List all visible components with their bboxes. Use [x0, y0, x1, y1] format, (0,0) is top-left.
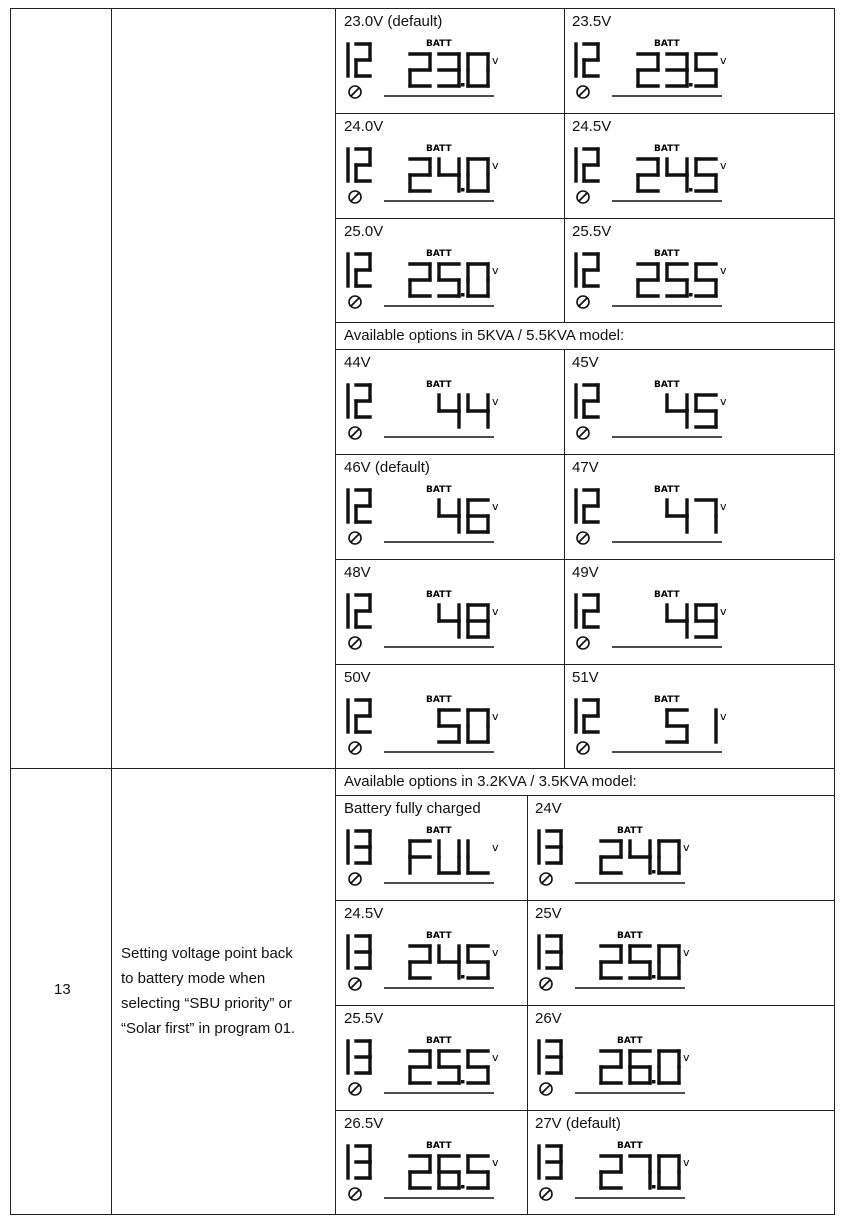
volt-unit: v	[683, 1051, 690, 1064]
lcd-digit	[439, 395, 459, 427]
lcd-display	[340, 143, 515, 205]
decimal-point	[689, 83, 693, 87]
batt-label: BATT	[426, 380, 452, 390]
wrench-icon	[349, 637, 361, 649]
lcd-svg	[340, 484, 525, 550]
lcd-digit	[696, 395, 716, 427]
lcd-display	[340, 1140, 515, 1202]
program-digit	[547, 831, 561, 863]
lcd-digit	[696, 605, 716, 637]
lcd-digit	[439, 54, 459, 86]
description-line: selecting “SBU priority” or	[121, 995, 292, 1012]
volt-unit: v	[492, 54, 499, 67]
lcd-digit	[468, 395, 488, 427]
lcd-svg	[568, 248, 753, 314]
option-caption: 44V	[344, 354, 371, 371]
batt-label: BATT	[426, 39, 452, 49]
decimal-point	[461, 293, 465, 297]
lcd-svg	[340, 143, 525, 209]
program-digit	[356, 490, 370, 522]
lcd-digit	[696, 54, 716, 86]
lcd-svg	[340, 1140, 525, 1206]
volt-unit: v	[492, 1051, 499, 1064]
lcd-svg	[568, 38, 753, 104]
batt-label: BATT	[426, 249, 452, 259]
lcd-svg	[531, 930, 716, 996]
volt-unit: v	[720, 605, 727, 618]
volt-unit: v	[492, 605, 499, 618]
batt-label: BATT	[426, 826, 452, 836]
lcd-digit	[667, 500, 687, 532]
lcd-digit	[468, 605, 488, 637]
lcd-display	[340, 825, 515, 887]
lcd-digit	[410, 1156, 430, 1188]
lcd-display	[568, 248, 743, 310]
option-caption: 23.0V (default)	[344, 13, 443, 30]
wrench-icon	[349, 427, 361, 439]
program-digit	[356, 700, 370, 732]
program-digit	[356, 831, 370, 863]
option-caption: 47V	[572, 459, 599, 476]
lcd-svg	[531, 1035, 716, 1101]
batt-label: BATT	[426, 695, 452, 705]
lcd-digit	[468, 264, 488, 296]
decimal-point	[652, 1185, 656, 1189]
lcd-digit	[601, 1051, 621, 1083]
decimal-point	[689, 188, 693, 192]
program-digit	[584, 595, 598, 627]
options-header-5kva: Available options in 5KVA / 5.5KVA model:	[344, 327, 625, 344]
volt-unit: v	[720, 159, 727, 172]
lcd-digit	[468, 710, 488, 742]
option-cell	[564, 113, 835, 218]
volt-unit: v	[492, 395, 499, 408]
volt-unit: v	[492, 710, 499, 723]
decimal-point	[461, 1185, 465, 1189]
option-cell	[336, 559, 564, 664]
decimal-point	[652, 975, 656, 979]
program-digit	[356, 1146, 370, 1178]
program-digit	[584, 149, 598, 181]
option-caption: 24.0V	[344, 118, 384, 135]
option-cell	[564, 8, 835, 113]
batt-label: BATT	[617, 1036, 643, 1046]
option-caption: 48V	[344, 564, 371, 581]
wrench-icon	[540, 1083, 552, 1095]
lcd-digit	[667, 54, 687, 86]
lcd-digit	[468, 159, 488, 191]
description-line: Setting voltage point back	[121, 945, 293, 962]
option-caption: 26.5V	[344, 1115, 384, 1132]
wrench-icon	[540, 1188, 552, 1200]
lcd-digit	[468, 1156, 488, 1188]
lcd-display	[340, 930, 515, 992]
option-cell	[336, 664, 564, 768]
lcd-svg	[340, 930, 525, 996]
wrench-icon	[349, 86, 361, 98]
option-cell	[564, 664, 835, 768]
program-digit	[356, 149, 370, 181]
option-cell	[336, 1110, 527, 1215]
lcd-digit	[468, 946, 488, 978]
batt-label: BATT	[654, 39, 680, 49]
volt-unit: v	[683, 1156, 690, 1169]
option-caption: 50V	[344, 669, 371, 686]
description-line: to battery mode when	[121, 970, 266, 987]
wrench-icon	[349, 742, 361, 754]
lcd-digit	[667, 710, 687, 742]
lcd-digit	[410, 264, 430, 296]
option-caption: 26V	[535, 1010, 562, 1027]
lcd-digit	[439, 710, 459, 742]
volt-unit: v	[720, 54, 727, 67]
lcd-digit	[439, 946, 459, 978]
volt-unit: v	[683, 841, 690, 854]
option-cell	[336, 1005, 527, 1110]
program-digit	[547, 1146, 561, 1178]
lcd-display	[340, 38, 515, 100]
lcd-digit	[667, 395, 687, 427]
lcd-svg	[531, 1140, 716, 1206]
lcd-digit	[659, 1156, 679, 1188]
volt-unit: v	[492, 946, 499, 959]
volt-unit: v	[720, 710, 727, 723]
batt-label: BATT	[426, 144, 452, 154]
lcd-digit	[468, 841, 488, 873]
lcd-svg	[340, 38, 525, 104]
volt-unit: v	[492, 1156, 499, 1169]
wrench-icon	[577, 296, 589, 308]
option-caption: 46V (default)	[344, 459, 430, 476]
lcd-digit	[667, 159, 687, 191]
lcd-digit	[468, 1051, 488, 1083]
lcd-digit	[638, 264, 658, 296]
row-13-number-cell	[10, 768, 112, 1215]
option-caption: 25.5V	[572, 223, 612, 240]
lcd-display	[568, 38, 743, 100]
wrench-icon	[349, 1083, 361, 1095]
lcd-digit	[696, 264, 716, 296]
lcd-digit	[659, 946, 679, 978]
batt-label: BATT	[426, 1036, 452, 1046]
lcd-digit	[410, 1051, 430, 1083]
option-caption: 25V	[535, 905, 562, 922]
lcd-digit	[601, 1156, 621, 1188]
lcd-digit	[601, 946, 621, 978]
batt-label: BATT	[654, 249, 680, 259]
decimal-point	[652, 870, 656, 874]
batt-label: BATT	[654, 485, 680, 495]
program-digit	[584, 254, 598, 286]
lcd-digit	[439, 605, 459, 637]
batt-label: BATT	[426, 485, 452, 495]
volt-unit: v	[720, 395, 727, 408]
option-caption: 27V (default)	[535, 1115, 621, 1132]
lcd-svg	[340, 589, 525, 655]
lcd-display	[568, 589, 743, 651]
lcd-display	[568, 143, 743, 205]
program-digit	[547, 936, 561, 968]
wrench-icon	[349, 296, 361, 308]
lcd-svg	[340, 379, 525, 445]
program-digit	[584, 700, 598, 732]
lcd-digit	[439, 159, 459, 191]
lcd-svg	[340, 825, 525, 891]
program-digit	[356, 385, 370, 417]
decimal-point	[461, 975, 465, 979]
row-number: 13	[54, 981, 71, 998]
volt-unit: v	[720, 264, 727, 277]
option-cell	[336, 900, 527, 1005]
wrench-icon	[577, 532, 589, 544]
row13-options-header	[336, 768, 835, 795]
batt-label: BATT	[426, 931, 452, 941]
option-caption: 51V	[572, 669, 599, 686]
wrench-icon	[577, 637, 589, 649]
wrench-icon	[577, 427, 589, 439]
lcd-digit	[630, 841, 650, 873]
lcd-digit	[439, 264, 459, 296]
program-digit	[356, 254, 370, 286]
batt-label: BATT	[654, 590, 680, 600]
lcd-digit	[410, 54, 430, 86]
lcd-display	[340, 1035, 515, 1097]
program-digit	[356, 1041, 370, 1073]
program-digit	[356, 595, 370, 627]
lcd-display	[340, 379, 515, 441]
lcd-digit	[630, 1051, 650, 1083]
lcd-digit	[439, 1051, 459, 1083]
decimal-point	[461, 1080, 465, 1084]
option-cell	[527, 795, 835, 900]
wrench-icon	[349, 1188, 361, 1200]
lcd-display	[568, 379, 743, 441]
lcd-svg	[568, 379, 753, 445]
decimal-point	[461, 83, 465, 87]
program-digit	[584, 385, 598, 417]
volt-unit: v	[492, 264, 499, 277]
option-cell	[336, 349, 564, 454]
option-caption: 25.5V	[344, 1010, 384, 1027]
wrench-icon	[540, 873, 552, 885]
lcd-digit	[696, 159, 716, 191]
volt-unit: v	[720, 500, 727, 513]
lcd-digit	[659, 841, 679, 873]
option-caption: 24V	[535, 800, 562, 817]
lcd-digit	[468, 500, 488, 532]
batt-label: BATT	[617, 931, 643, 941]
batt-label: BATT	[617, 826, 643, 836]
wrench-icon	[349, 978, 361, 990]
volt-unit: v	[492, 841, 499, 854]
lcd-svg	[340, 694, 525, 760]
decimal-point	[689, 293, 693, 297]
decimal-point	[652, 1080, 656, 1084]
option-cell	[336, 795, 527, 900]
description-line: “Solar first” in program 01.	[121, 1020, 296, 1037]
wrench-icon	[577, 191, 589, 203]
wrench-icon	[349, 532, 361, 544]
option-caption: Battery fully charged	[344, 800, 481, 817]
option-cell	[564, 349, 835, 454]
wrench-icon	[349, 191, 361, 203]
batt-label: BATT	[654, 144, 680, 154]
lcd-display	[340, 694, 515, 756]
lcd-svg	[568, 694, 753, 760]
option-caption: 49V	[572, 564, 599, 581]
option-caption: 24.5V	[344, 905, 384, 922]
lcd-digit	[468, 54, 488, 86]
option-cell	[336, 113, 564, 218]
lcd-display	[531, 930, 706, 992]
lcd-display	[531, 825, 706, 887]
lcd-digit	[439, 1156, 459, 1188]
lcd-svg	[568, 484, 753, 550]
lcd-display	[340, 484, 515, 546]
lcd-digit	[638, 159, 658, 191]
lcd-display	[340, 248, 515, 310]
lcd-digit	[410, 159, 430, 191]
lcd-digit	[439, 841, 459, 873]
option-cell	[564, 218, 835, 322]
lcd-display	[340, 589, 515, 651]
volt-unit: v	[683, 946, 690, 959]
decimal-point	[461, 188, 465, 192]
batt-label: BATT	[426, 590, 452, 600]
batt-label: BATT	[617, 1141, 643, 1151]
lcd-digit	[601, 841, 621, 873]
program-digit	[584, 44, 598, 76]
lcd-digit	[630, 1156, 650, 1188]
option-cell	[336, 454, 564, 559]
volt-unit: v	[492, 500, 499, 513]
program-digit	[356, 936, 370, 968]
option-cell	[527, 1110, 835, 1215]
lcd-display	[568, 484, 743, 546]
lcd-display	[568, 694, 743, 756]
lcd-digit	[638, 54, 658, 86]
option-cell	[564, 559, 835, 664]
lcd-digit	[410, 841, 430, 873]
row-13-description-cell	[112, 768, 336, 1215]
program-digit	[356, 44, 370, 76]
option-cell	[527, 900, 835, 1005]
program-digit	[584, 490, 598, 522]
lcd-svg	[568, 589, 753, 655]
lcd-svg	[340, 1035, 525, 1101]
lcd-display	[531, 1035, 706, 1097]
option-caption: 25.0V	[344, 223, 384, 240]
options-header-3kva: Available options in 3.2KVA / 3.5KVA model:	[344, 773, 637, 790]
batt-label: BATT	[654, 695, 680, 705]
lcd-digit	[667, 264, 687, 296]
lcd-svg	[531, 825, 716, 891]
program-digit	[547, 1041, 561, 1073]
option-cell	[336, 218, 564, 322]
batt-label: BATT	[654, 380, 680, 390]
option-caption: 45V	[572, 354, 599, 371]
lcd-display	[531, 1140, 706, 1202]
wrench-icon	[577, 86, 589, 98]
section-b-header	[336, 322, 835, 349]
option-cell	[564, 454, 835, 559]
volt-unit: v	[492, 159, 499, 172]
lcd-digit	[439, 500, 459, 532]
lcd-digit	[696, 500, 716, 532]
option-caption: 23.5V	[572, 13, 612, 30]
lcd-digit	[630, 946, 650, 978]
option-caption: 24.5V	[572, 118, 612, 135]
wrench-icon	[540, 978, 552, 990]
batt-label: BATT	[426, 1141, 452, 1151]
lcd-digit	[410, 946, 430, 978]
wrench-icon	[349, 873, 361, 885]
option-cell	[336, 8, 564, 113]
wrench-icon	[577, 742, 589, 754]
lcd-svg	[568, 143, 753, 209]
lcd-digit	[667, 605, 687, 637]
option-cell	[527, 1005, 835, 1110]
lcd-digit	[659, 1051, 679, 1083]
lcd-svg	[340, 248, 525, 314]
